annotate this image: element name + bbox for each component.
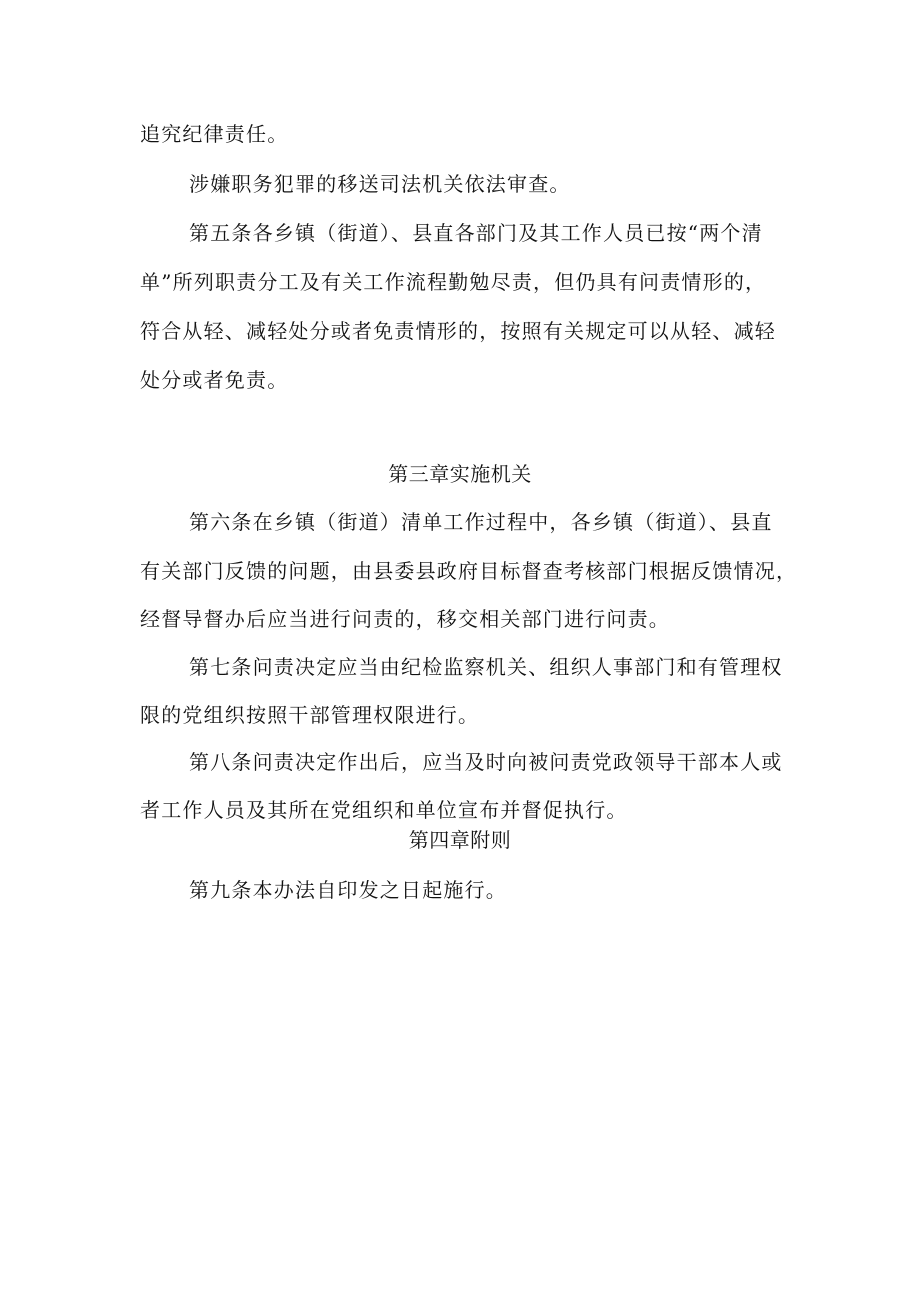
paragraph-line: 限的党组织按照干部管理权限进行。: [140, 703, 480, 727]
article-8-line: 第八条问责决定作出后，应当及时向被问责党政领导干部本人或: [189, 750, 783, 774]
paragraph-line: 处分或者免责。: [140, 368, 289, 392]
paragraph-line: 符合从轻、减轻处分或者免责情形的，按照有关规定可以从轻、减轻: [140, 319, 776, 343]
paragraph-line: 追究纪律责任。: [140, 122, 289, 146]
article-5-line: 第五条各乡镇（街道）、县直各部门及其工作人员已按“两个清: [189, 221, 763, 245]
paragraph-line: 者工作人员及其所在党组织和单位宣布并督促执行。: [140, 798, 628, 822]
chapter-3-heading: 第三章实施机关: [388, 462, 532, 486]
paragraph-line: 单”所列职责分工及有关工作流程勤勉尽责，但仍具有问责情形的，: [140, 270, 767, 294]
paragraph-line: 有关部门反馈的问题，由县委县政府目标督查考核部门根据反馈情况，: [140, 559, 798, 583]
chapter-4-heading: 第四章附则: [408, 828, 512, 852]
paragraph-line: 经督导督办后应当进行问责的，移交相关部门进行问责。: [140, 607, 670, 631]
article-9-line: 第九条本办法自印发之日起施行。: [189, 878, 507, 902]
article-6-line: 第六条在乡镇（街道）清单工作过程中，各乡镇（街道）、县直: [189, 510, 773, 534]
article-7-line: 第七条问责决定应当由纪检监察机关、组织人事部门和有管理权: [189, 655, 783, 679]
paragraph-line: 涉嫌职务犯罪的移送司法机关依法审查。: [189, 172, 571, 196]
